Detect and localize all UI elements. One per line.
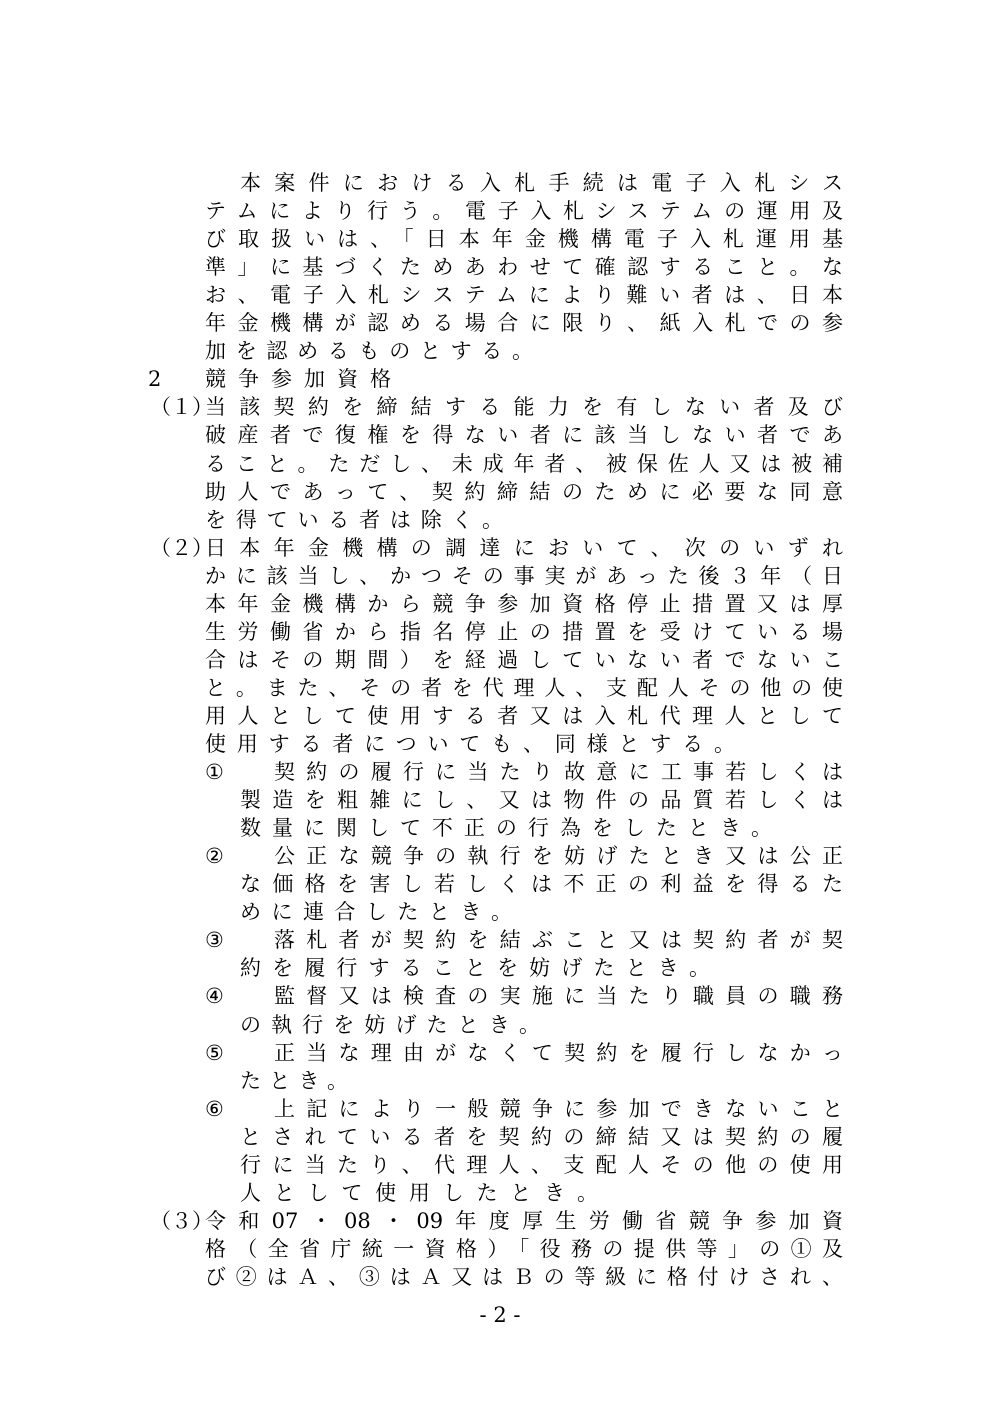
subitem-3-line-2: 約を履行することを妨げたとき。: [240, 956, 710, 981]
subitem-mark: ⑥: [205, 1096, 224, 1121]
intro-line-5: お、電子入札システムにより難い者は、日本: [205, 283, 843, 308]
item-2-line-1: 日本年金機構の調達において、次のいずれ: [205, 535, 843, 560]
subitem-2-line-2: な価格を害し若しくは不正の利益を得るた: [240, 872, 843, 897]
subitem-5-line-2: たとき。: [240, 1068, 348, 1093]
subitem-6-line-1: 上記により一般競争に参加できないこと: [274, 1096, 843, 1121]
subitem-6-line-2: とされている者を契約の締結又は契約の履: [240, 1124, 843, 1149]
item-1-label: （１）: [150, 395, 213, 420]
subitem-4-line-2: の執行を妨げたとき。: [240, 1012, 540, 1037]
intro-line-4: 準」に基づくためあわせて確認すること。な: [205, 255, 843, 280]
subitem-2-line-1: 公正な競争の執行を妨げたとき又は公正: [274, 844, 843, 869]
subitem-mark: ②: [205, 844, 224, 869]
item-2-line-5: 合はその期間）を経過していない者でないこ: [205, 647, 843, 672]
subitem-4-line-1: 監督又は検査の実施に当たり職員の職務: [274, 984, 843, 1009]
subitem-mark: ③: [205, 928, 224, 953]
intro-line-6: 年金機構が認める場合に限り、紙入札での参: [205, 311, 843, 336]
section-number: 2: [148, 367, 162, 392]
item-1-line-4: 助人であって、契約締結のために必要な同意: [205, 479, 843, 504]
section-title: 競争参加資格: [205, 367, 391, 392]
item-2-line-2: かに該当し、かつその事実があった後３年（日: [205, 563, 843, 588]
item-3-line-3: び②はＡ、③はＡ又はＢの等級に格付けされ、: [205, 1265, 843, 1289]
item-2-label: （２）: [150, 535, 213, 560]
item-1-line-2: 破産者で復権を得ない者に該当しない者であ: [205, 423, 843, 448]
subitem-6-line-4: 人として使用したとき。: [240, 1180, 598, 1205]
intro-line-3: び取扱いは、「日本年金機構電子入札運用基: [205, 227, 843, 252]
item-2-line-4: 生労働省から指名停止の措置を受けている場: [205, 619, 843, 644]
subitem-2-line-3: めに連合したとき。: [240, 900, 512, 925]
subitem-1-line-1: 契約の履行に当たり故意に工事若しくは: [274, 760, 843, 785]
item-3-label: （３）: [150, 1208, 213, 1233]
item-2-line-6: と。また、その者を代理人、支配人その他の使: [205, 675, 843, 700]
intro-line-7: 加を認めるものとする。: [205, 339, 533, 364]
subitem-1-line-3: 数量に関して不正の行為をしたとき。: [240, 816, 772, 841]
item-2-line-8: 使用する者についても、同様とする。: [205, 732, 735, 757]
item-3-line-1: 令和07・08・09年度厚生労働省競争参加資: [205, 1208, 843, 1233]
subitem-1-line-2: 製造を粗雑にし、又は物件の品質若しくは: [240, 788, 843, 813]
item-1-line-3: ること。ただし、未成年者、被保佐人又は被補: [205, 451, 843, 476]
item-3-line-2: 格（全省庁統一資格）「役務の提供等」の①及: [205, 1236, 843, 1261]
subitem-5-line-1: 正当な理由がなくて契約を履行しなかっ: [274, 1040, 843, 1065]
subitem-3-line-1: 落札者が契約を結ぶこと又は契約者が契: [274, 928, 843, 953]
intro-line-1: 本案件における入札手続は電子入札シス: [240, 171, 843, 195]
item-2-line-3: 本年金機構から競争参加資格停止措置又は厚: [205, 591, 843, 616]
page-number: - 2 -: [479, 1303, 521, 1327]
intro-line-2: テムにより行う。電子入札システムの運用及: [205, 199, 843, 224]
item-1-line-5: を得ている者は除く。: [205, 507, 503, 532]
subitem-mark: ①: [205, 760, 224, 785]
item-1-line-1: 当該契約を締結する能力を有しない者及び: [205, 395, 843, 420]
subitem-mark: ⑤: [205, 1040, 224, 1065]
subitem-6-line-3: 行に当たり、代理人、支配人その他の使用: [240, 1152, 843, 1177]
item-2-line-7: 用人として使用する者又は入札代理人として: [205, 703, 843, 728]
subitem-mark: ④: [205, 984, 224, 1009]
